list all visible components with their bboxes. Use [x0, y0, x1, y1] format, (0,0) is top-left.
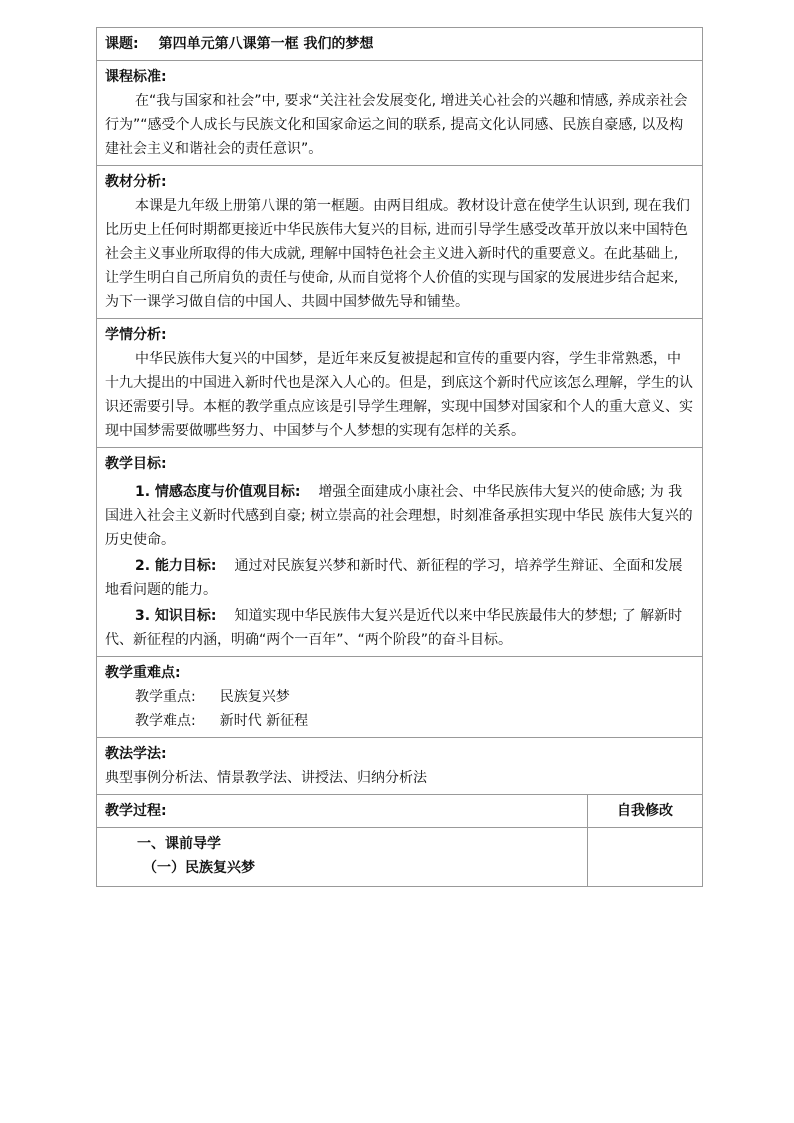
material-text: 本课是九年级上册第八课的第一框题。由两目组成。教材设计意在使学生认识到, 现在我们比历史上任何时期都更接近中华民族伟大复兴的目标, 进而引导学生感受改革开放以来中国特色社会主义事业所取得的伟大成就, 理解中国特色社会主义进入新时代的重要意义。在此基础上, 让学生明白自己所肩负的责任与使命, 从而自觉将个人价值的实现与国家的发展进步结合起来, 为下一课学习做自信的中国人、共圆中国梦做先导和铺垫。 — [105, 198, 690, 310]
goals-cell — [97, 448, 703, 657]
methods-cell — [97, 738, 703, 795]
goal-item — [105, 480, 694, 552]
process-header-row — [97, 795, 703, 828]
goal-text: 知道实现中华民族伟大复兴是近代以来中华民族最伟大的梦想; 了 解新时代、新征程的内涵，明确“两个一百年”、“两个阶段”的奋斗目标。 — [105, 608, 683, 648]
focus-value: 民族复兴梦 — [219, 689, 290, 705]
methods-row — [97, 738, 703, 795]
goals-row — [97, 448, 703, 657]
material-heading: 教材分析: — [105, 174, 167, 190]
standard-text: 在“我与国家和社会”中, 要求“关注社会发展变化, 增进关心社会的兴趣和情感, 养成亲社会行为”“感受个人成长与民族文化和国家命运之间的联系, 提高文化认同感、民族自豪感, 以及构建社会主义和谐社会的责任意识”。 — [105, 93, 688, 157]
revise-notes-cell — [588, 828, 703, 887]
keypoints-heading: 教学重难点: — [105, 665, 181, 681]
difficulty-label: 教学难点: — [135, 713, 196, 729]
title-label: 课题: — [105, 36, 139, 52]
students-text: 中华民族伟大复兴的中国梦，是近年来反复被提起和宣传的重要内容，学生非常熟悉，中十九大提出的中国进入新时代也是深入人心的。但是，到底这个新时代应该怎么理解，学生的认识还需要引导。本框的教学重点应该是引导学生理解，实现中国梦对国家和个人的重大意义、实现中国梦需要做哪些努力、中国梦与个人梦想的实现有怎样的关系。 — [105, 351, 693, 439]
title-cell — [97, 28, 703, 61]
process-content-cell — [97, 828, 588, 887]
difficulty-line — [105, 709, 694, 733]
revise-heading-cell — [588, 795, 703, 828]
goal-label: 1. 情感态度与价值观目标: — [135, 484, 301, 500]
goals-heading: 教学目标: — [105, 456, 167, 472]
process-content-row — [97, 828, 703, 887]
keypoints-row — [97, 657, 703, 738]
process-heading: 教学过程: — [105, 803, 167, 819]
goal-text: 通过对民族复兴梦和新时代、新征程的学习，培养学生辩证、全面和发展地看问题的能力。 — [105, 558, 683, 598]
standard-cell — [97, 61, 703, 166]
standard-row — [97, 61, 703, 166]
students-heading: 学情分析: — [105, 327, 167, 343]
title-row — [97, 28, 703, 61]
focus-label: 教学重点: — [135, 689, 196, 705]
methods-heading: 教法学法: — [105, 746, 167, 762]
process-heading-cell — [97, 795, 588, 828]
difficulty-value: 新时代 新征程 — [219, 713, 309, 729]
material-row — [97, 166, 703, 319]
process-step: 一、课前导学 — [137, 836, 221, 852]
keypoints-cell — [97, 657, 703, 738]
material-cell — [97, 166, 703, 319]
students-row — [97, 319, 703, 448]
goal-item — [105, 554, 694, 602]
process-substep: （一）民族复兴梦 — [143, 860, 255, 876]
goal-text: 增强全面建成小康社会、中华民族伟大复兴的使命感; 为 我国进入社会主义新时代感到自豪; 树立崇高的社会理想，时刻准备承担实现中华民 族伟大复兴的历史使命。 — [105, 484, 693, 548]
standard-heading: 课程标准: — [105, 69, 167, 85]
lesson-plan-table — [96, 27, 703, 887]
goal-item — [105, 604, 694, 652]
goal-label: 3. 知识目标: — [135, 608, 217, 624]
students-cell — [97, 319, 703, 448]
goal-label: 2. 能力目标: — [135, 558, 217, 574]
page-title: 第四单元第八课第一框 我们的梦想 — [158, 36, 374, 52]
revise-heading: 自我修改 — [617, 803, 673, 819]
focus-line — [105, 685, 694, 709]
methods-text: 典型事例分析法、情景教学法、讲授法、归纳分析法 — [105, 770, 427, 786]
